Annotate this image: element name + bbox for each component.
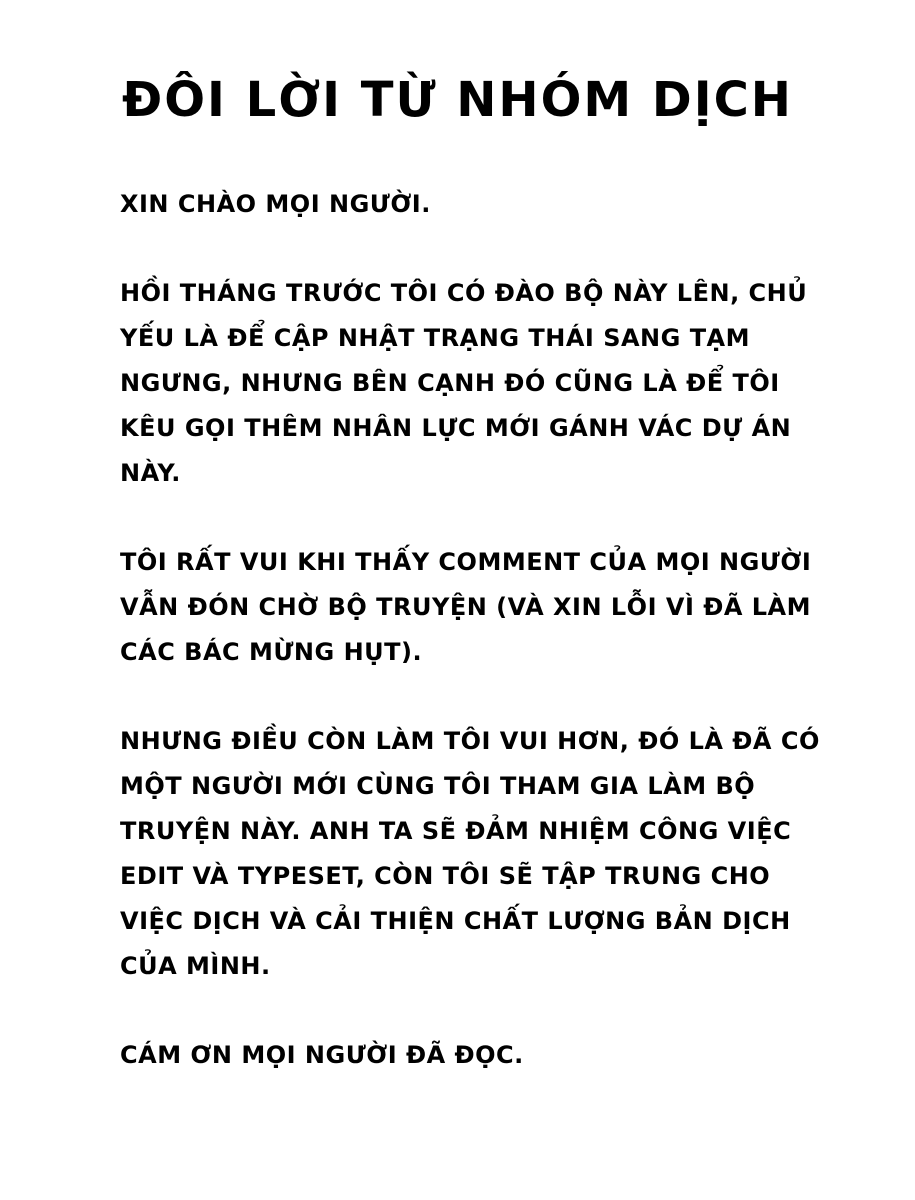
note-body (0, 130, 915, 1078)
paragraph-greeting: XIN CHÀO MỌI NGƯỜI. (120, 189, 431, 218)
page-title: ĐÔI LỜI TỪ NHÓM DỊCH (122, 72, 793, 128)
paragraph-status-update: HỒI THÁNG TRƯỚC TÔI CÓ ĐÀO BỘ NÀY LÊN, CHỦ YẾU LÀ ĐỂ CẬP NHẬT TRẠNG THÁI SANG TẠM NGƯNG, NHƯNG BÊN CẠNH ĐÓ CŨNG LÀ ĐỂ TÔI KÊU GỌI THÊM NHÂN LỰC MỚI GÁNH VÁC DỰ ÁN NÀY. (120, 278, 808, 487)
paragraph-new-member: NHƯNG ĐIỀU CÒN LÀM TÔI VUI HƠN, ĐÓ LÀ ĐÃ CÓ MỘT NGƯỜI MỚI CÙNG TÔI THAM GIA LÀM BỘ TRUYỆN NÀY. ANH TA SẼ ĐẢM NHIỆM CÔNG VIỆC EDIT VÀ TYPESET, CÒN TÔI SẼ TẬP TRUNG CHO VIỆC DỊCH VÀ CẢI THIỆN CHẤT LƯỢNG BẢN DỊCH CỦA MÌNH. (120, 726, 820, 980)
paragraph-thanks: CÁM ƠN MỌI NGƯỜI ĐÃ ĐỌC. (120, 1040, 524, 1069)
paragraph-comments: TÔI RẤT VUI KHI THẤY COMMENT CỦA MỌI NGƯỜI VẪN ĐÓN CHỜ BỘ TRUYỆN (VÀ XIN LỖI VÌ ĐÃ LÀM CÁC BÁC MỪNG HỤT). (120, 547, 812, 666)
